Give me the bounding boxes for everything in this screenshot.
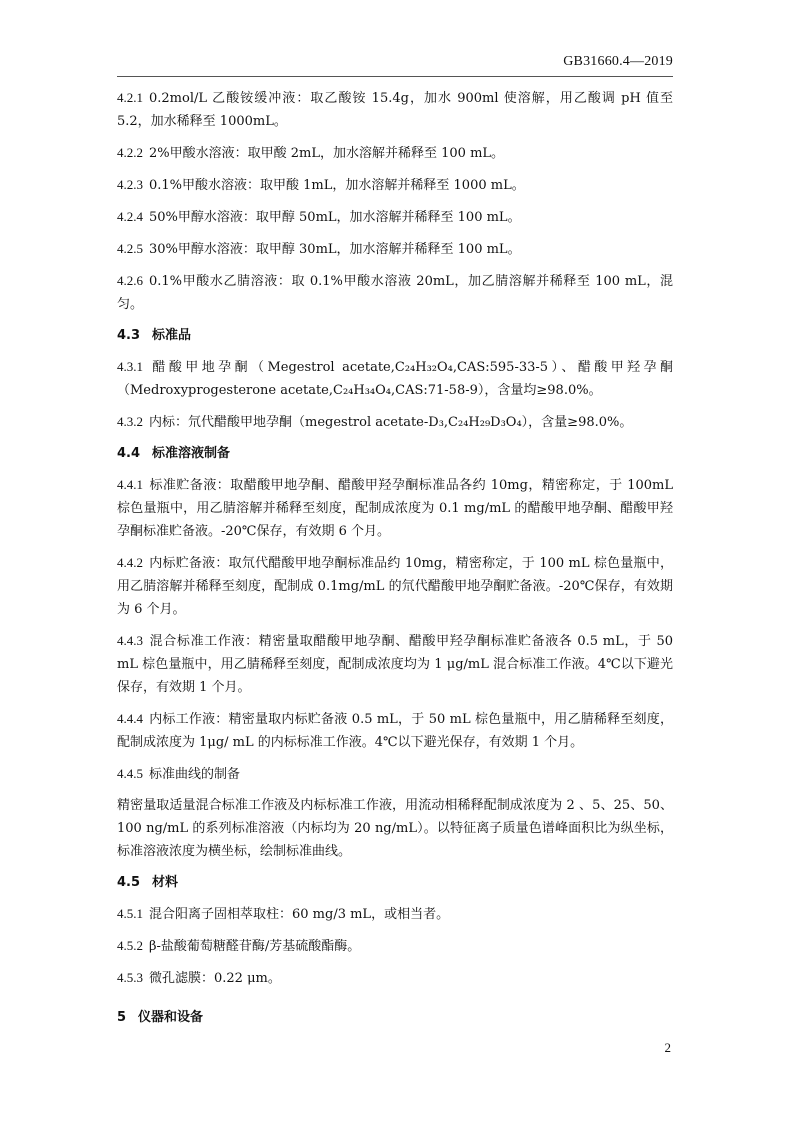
clause-paragraph [117,762,673,786]
clause-text: 仪器和设备 [138,1010,204,1025]
clause-number: 4.2.5 [117,241,143,256]
clause-text: 内标：氘代醋酸甲地孕酮（megestrol acetate-D₃,C₂₄H₂₉D₃O₄），含量≥98.0%。 [149,415,633,430]
clause-paragraph [117,934,673,958]
clause-number: 4.5.1 [117,906,143,921]
clause-paragraph [117,205,673,229]
clause-number: 4.4.5 [117,766,143,781]
clause-paragraph [117,410,673,434]
header-divider [117,76,673,77]
clause-text: 醋酸甲地孕酮（Megestrol acetate,C₂₄H₃₂O₄,CAS:595-33-5）、醋酸甲羟孕酮（Medroxyprogesterone acetate,C₂₄H₃₄O₄,CAS:71-58-9），含量均≥98.0%。 [117,360,673,398]
clause-text: 0.1%甲酸水乙腈溶液：取 0.1%甲酸水溶液 20mL，加乙腈溶解并稀释至 100 mL，混匀。 [117,274,673,312]
clause-text: 标准贮备液：取醋酸甲地孕酮、醋酸甲羟孕酮标准品各约 10mg，精密称定，于 100mL 棕色量瓶中，用乙腈溶解并稀释至刻度，配制成浓度为 0.1 mg/mL 的醋酸甲地孕酮、醋酸甲羟孕酮标准贮备液。-20℃保存，有效期 6 个月。 [117,478,673,539]
clause-number: 4.3.2 [117,414,143,429]
clause-paragraph [117,355,673,402]
clause-text: β-盐酸葡萄糖醛苷酶/芳基硫酸酯酶。 [149,939,361,954]
clause-paragraph [117,794,673,863]
clause-paragraph [117,173,673,197]
clause-number: 4.3 [117,328,141,343]
clause-number: 4.2.6 [117,273,143,288]
page-number: 2 [664,1040,671,1055]
clause-text: 0.2mol/L 乙酸铵缓冲液：取乙酸铵 15.4g，加水 900ml 使溶解，用乙酸调 pH 值至 5.2，加水稀释至 1000mL。 [117,91,673,129]
clause-text: 50%甲醇水溶液：取甲醇 50mL，加水溶解并稀释至 100 mL。 [149,210,521,225]
section-heading [117,1006,673,1029]
clause-number: 4.4.1 [117,477,143,492]
clause-text: 2%甲酸水溶液：取甲酸 2mL，加水溶解并稀释至 100 mL。 [149,146,505,161]
clause-text: 混合标准工作液：精密量取醋酸甲地孕酮、醋酸甲羟孕酮标准贮备液各 0.5 mL，于 50 mL 棕色量瓶中，用乙腈稀释至刻度，配制成浓度均为 1 μg/mL 混合标准工作液。4℃以下避光保存，有效期 1 个月。 [117,634,673,695]
clause-paragraph [117,629,673,699]
clause-text: 微孔滤膜：0.22 μm。 [149,971,281,986]
clause-number: 4.5.2 [117,938,143,953]
clause-paragraph [117,269,673,316]
clause-number: 4.2.2 [117,145,143,160]
clause-number: 5 [117,1010,127,1025]
clause-number: 4.2.1 [117,90,143,105]
clause-number: 4.4.3 [117,633,143,648]
clause-text: 0.1%甲酸水溶液：取甲酸 1mL，加水溶解并稀释至 1000 mL。 [149,178,525,193]
subsection-heading [117,871,673,894]
clause-text: 标准品 [152,328,192,343]
clause-text: 材料 [152,875,179,890]
subsection-heading [117,442,673,465]
clause-paragraph [117,707,673,754]
clause-paragraph [117,966,673,990]
clause-number: 4.5 [117,875,141,890]
clause-text: 精密量取适量混合标准工作液及内标标准工作液，用流动相稀释配制成浓度为 2 、5、25、50、100 ng/mL 的系列标准溶液（内标均为 20 ng/mL）。以特征离子质量色谱峰面积比为纵坐标，标准溶液浓度为横坐标，绘制标准曲线。 [117,798,673,859]
subsection-heading [117,324,673,347]
clause-paragraph [117,902,673,926]
clause-paragraph [117,473,673,543]
clause-text: 标准溶液制备 [152,446,231,461]
clause-paragraph [117,551,673,621]
clause-number: 4.3.1 [117,359,143,374]
clause-number: 4.2.3 [117,177,143,192]
clause-number: 4.4.4 [117,711,143,726]
clause-number: 4.4 [117,446,141,461]
clause-number: 4.4.2 [117,555,143,570]
clause-text: 内标贮备液：取氘代醋酸甲地孕酮标准品约 10mg，精密称定，于 100 mL 棕色量瓶中，用乙腈溶解并稀释至刻度，配制成 0.1mg/mL 的氘代醋酸甲地孕酮贮备液。-20℃保存，有效期为 6 个月。 [117,556,673,617]
clause-number: 4.2.4 [117,209,143,224]
clause-paragraph [117,141,673,165]
clause-paragraph [117,86,673,133]
clause-text: 内标工作液：精密量取内标贮备液 0.5 mL，于 50 mL 棕色量瓶中，用乙腈稀释至刻度，配制成浓度为 1μg/ mL 的内标标准工作液。4℃以下避光保存，有效期 1 个月。 [117,712,673,750]
document-id: GB31660.4—2019 [563,54,673,69]
document-body [117,86,673,1037]
clause-text: 30%甲醇水溶液：取甲醇 30mL，加水溶解并稀释至 100 mL。 [149,242,521,257]
clause-text: 混合阳离子固相萃取柱：60 mg/3 mL，或相当者。 [149,907,450,922]
clause-text: 标准曲线的制备 [149,767,241,782]
clause-paragraph [117,237,673,261]
clause-number: 4.5.3 [117,970,143,985]
